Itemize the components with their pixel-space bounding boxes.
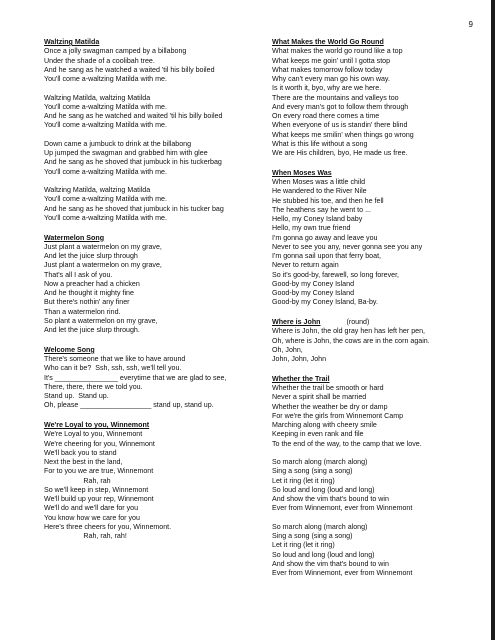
song-title: Where is John xyxy=(272,318,321,326)
lyric-line: Where is John, the old gray hen has left her pen, xyxy=(272,327,426,336)
lyric-line: What makes tomorrow follow today xyxy=(272,65,383,74)
lyric-line: Ever from Winnemont, ever from Winnemont xyxy=(272,504,413,513)
lyric-line: Hello, my own true friend xyxy=(272,224,351,233)
lyric-line: So loud and long (loud and long) xyxy=(272,550,375,559)
song-where-is-john xyxy=(272,318,488,364)
lyric-line: Why can't every man go his own way. xyxy=(272,75,390,83)
lyric-line: Oh, John, xyxy=(272,345,303,354)
lyric-line: For we're the girls from Winnemont Camp xyxy=(272,411,404,420)
lyric-line: Sing a song (sing a song) xyxy=(272,467,353,476)
lyric-line: Let it ring (let it ring) xyxy=(272,476,335,485)
lyric-line: He wandered to the River Nile xyxy=(272,187,367,196)
lyric-line: And he sang as he watched a waited 'til his billy boiled xyxy=(44,65,215,74)
lyric-line: You know how we care for you xyxy=(44,513,140,522)
lyric-line: And let the juice slurp through xyxy=(44,252,138,260)
lyric-line: Waltzing Matilda, waltzing Matilda xyxy=(44,93,151,102)
lyric-line: There's someone that we like to have around xyxy=(44,355,186,363)
lyric-line: So it's good-by, farewell, so long forever, xyxy=(272,270,400,279)
lyric-line: I'm gonna go away and leave you xyxy=(272,233,378,242)
lyric-line: He stubbed his toe, and then he fell xyxy=(272,196,384,205)
lyric-line: Just plant a watermelon on my grave, xyxy=(44,261,162,270)
page-number: 9 xyxy=(468,20,473,29)
lyric-line: Down came a jumbuck to drink at the billabong xyxy=(44,139,192,148)
song-heading xyxy=(272,38,488,47)
lyric-line: Marching along with cheery smile xyxy=(272,421,377,429)
song-heading xyxy=(272,375,488,384)
song-welcome-song xyxy=(44,346,269,411)
lyric-line: To the end of the way, to the camp that we love. xyxy=(272,439,422,448)
left-column xyxy=(44,38,269,552)
lyric-line: Rah, rah xyxy=(44,476,111,485)
lyric-line: For to you we are true, Winnemont xyxy=(44,467,154,476)
song-whether-the-trail xyxy=(272,375,488,579)
lyric-line: Under the shade of a coolibah tree. xyxy=(44,56,155,65)
lyric-line: Never to return again xyxy=(272,261,339,270)
lyric-line: We're Loyal to you, Winnemont xyxy=(44,430,143,439)
song-title: When Moses Was xyxy=(272,168,332,177)
lyric-line: Up jumped the swagman and grabbed him with glee xyxy=(44,149,208,157)
lyric-line: Oh, please __________________ stand up, stand up. xyxy=(44,401,214,410)
lyric-line: And he sang as he shoved that jumbuck in his tuckerbag xyxy=(44,158,222,167)
lyric-line: We're cheering for you, Winnemont xyxy=(44,439,155,448)
song-heading xyxy=(44,234,269,243)
stanza-gap xyxy=(44,84,269,93)
lyric-line: Oh, where is John, the cows are in the corn again. xyxy=(272,336,430,345)
lyric-line: Waltzing Matilda, waltzing Matilda xyxy=(44,186,151,194)
lyric-line: Is it worth it, byo, why are we here. xyxy=(272,84,382,93)
stanza-gap xyxy=(272,449,488,458)
lyric-line: Good-by my Coney Island xyxy=(272,279,355,288)
lyric-line: And show the vim that's bound to win xyxy=(272,559,389,568)
lyric-line: We'll back you to stand xyxy=(44,448,117,457)
lyric-line: Just plant a watermelon on my grave, xyxy=(44,242,162,251)
song-title: Watermelon Song xyxy=(44,233,105,242)
song-heading xyxy=(272,169,488,178)
song-what-makes-the-world-go-round xyxy=(272,38,488,158)
song-heading xyxy=(44,38,269,47)
lyric-line: It's ________________ everytime that we are glad to see, xyxy=(44,373,227,382)
lyric-line: We'll do and we'll dare for you xyxy=(44,504,139,513)
lyric-line: Than a watermelon rind. xyxy=(44,307,121,316)
lyric-line: Who can it be? Ssh, ssh, ssh, we'll tell you. xyxy=(44,364,182,373)
lyric-line: When everyone of us is standin' there blind xyxy=(272,121,408,130)
lyric-line: There, there, there we told you. xyxy=(44,382,143,391)
lyric-line: On every road there comes a time xyxy=(272,112,380,120)
lyric-line: Stand up. Stand up. xyxy=(44,392,109,400)
lyric-line: When Moses was a little child xyxy=(272,178,366,186)
song-title: We're Loyal to you, Winnemont xyxy=(44,421,150,429)
lyric-line: So loud and long (loud and long) xyxy=(272,485,375,494)
lyric-line: So march along (march along) xyxy=(272,522,368,531)
lyric-line: And he thought it mighty fine xyxy=(44,289,134,297)
lyric-line: Sing a song (sing a song) xyxy=(272,532,353,540)
lyric-line: And he sang as he shoved that jumbuck in his tucker bag xyxy=(44,204,224,213)
lyric-line: Hello, my Coney Island baby xyxy=(272,215,363,223)
lyric-line: Good-by my Coney Island xyxy=(272,289,355,297)
song-when-moses-was xyxy=(272,169,488,308)
lyric-line: That's all I ask of you. xyxy=(44,270,113,279)
song-heading xyxy=(44,421,269,430)
lyric-line: Rah, rah, rah! xyxy=(44,532,127,540)
song-title: What Makes the World Go Round xyxy=(272,38,384,46)
lyric-line: You'll come a-waltzing Matilda with me. xyxy=(44,167,167,176)
lyric-line: The heathens say he went to ... xyxy=(272,205,371,214)
lyric-line: And every man's got to follow them through xyxy=(272,102,409,111)
lyric-line: Let it ring (let it ring) xyxy=(272,541,335,550)
lyric-line: John, John, John xyxy=(272,355,327,363)
song-watermelon-song xyxy=(44,234,269,336)
lyric-line: Now a preacher had a chicken xyxy=(44,279,140,288)
lyric-line: I'm gonna sail upon that ferry boat, xyxy=(272,252,382,260)
lyric-line: Never to see you any, never gonna see you any xyxy=(272,242,423,251)
song-title: Welcome Song xyxy=(44,345,95,354)
lyric-line: Next the best in the land, xyxy=(44,458,123,466)
lyric-line: Whether the trail be smooth or hard xyxy=(272,384,384,392)
lyric-line: We are His children, byo, He made us free. xyxy=(272,149,408,157)
lyric-line: But there's nothin' any finer xyxy=(44,298,130,307)
lyric-line: You'll come a-waltzing Matilda with me. xyxy=(44,75,167,83)
lyric-line: Good-by my Coney Island, Ba-by. xyxy=(272,298,378,307)
lyric-line: What makes the world go round like a top xyxy=(272,47,403,56)
lyric-line: We'll build up your rep, Winnemont xyxy=(44,495,154,503)
song-title: Waltzing Matilda xyxy=(44,38,100,46)
stanza-gap xyxy=(272,514,488,523)
song-heading xyxy=(272,318,488,327)
page-edge xyxy=(491,0,495,640)
lyric-line: You'll come a-waltzing Matilda with me. xyxy=(44,121,167,130)
lyric-line: You'll come a-waltzing Matilda with me. xyxy=(44,195,167,204)
lyric-line: Ever from Winnemont, ever from Winnemont xyxy=(272,569,413,577)
lyric-line: And show the vim that's bound to win xyxy=(272,495,389,503)
lyric-line: You'll come a-waltzing Matilda with me. xyxy=(44,102,167,111)
stanza-gap xyxy=(44,131,269,140)
stanza-gap xyxy=(44,177,269,186)
lyric-line: What keeps me goin' until I gotta stop xyxy=(272,56,391,65)
lyric-line: Keeping in even rank and file xyxy=(272,430,364,439)
lyric-line: Never a spirit shall be married xyxy=(272,393,367,402)
lyric-line: What is this life without a song xyxy=(272,139,368,148)
song-heading xyxy=(44,346,269,355)
lyric-line: What keeps me smilin' when things go wrong xyxy=(272,130,414,139)
lyric-line: And let the juice slurp through. xyxy=(44,326,140,334)
right-column xyxy=(272,38,488,589)
lyric-line: So plant a watermelon on my grave, xyxy=(44,316,158,325)
lyric-line: You'll come a-waltzing Matilda with me. xyxy=(44,213,167,222)
lyric-line: Whether the weather be dry or damp xyxy=(272,402,388,411)
song-we-re-loyal-to-you-winnemont xyxy=(44,421,269,541)
lyric-line: Here's three cheers for you, Winnemont. xyxy=(44,522,172,531)
song-title: Whether the Trail xyxy=(272,374,330,383)
lyric-line: And he sang as he watched and waited 'til his billy boiled xyxy=(44,112,223,120)
song-waltzing-matilda xyxy=(44,38,269,223)
song-note: (round) xyxy=(346,318,370,326)
lyric-line: So we'll keep in step, Winnemont xyxy=(44,485,149,494)
lyric-line: So march along (march along) xyxy=(272,458,368,466)
lyric-line: There are the mountains and valleys too xyxy=(272,93,399,102)
lyric-line: Once a jolly swagman camped by a billabong xyxy=(44,47,187,56)
